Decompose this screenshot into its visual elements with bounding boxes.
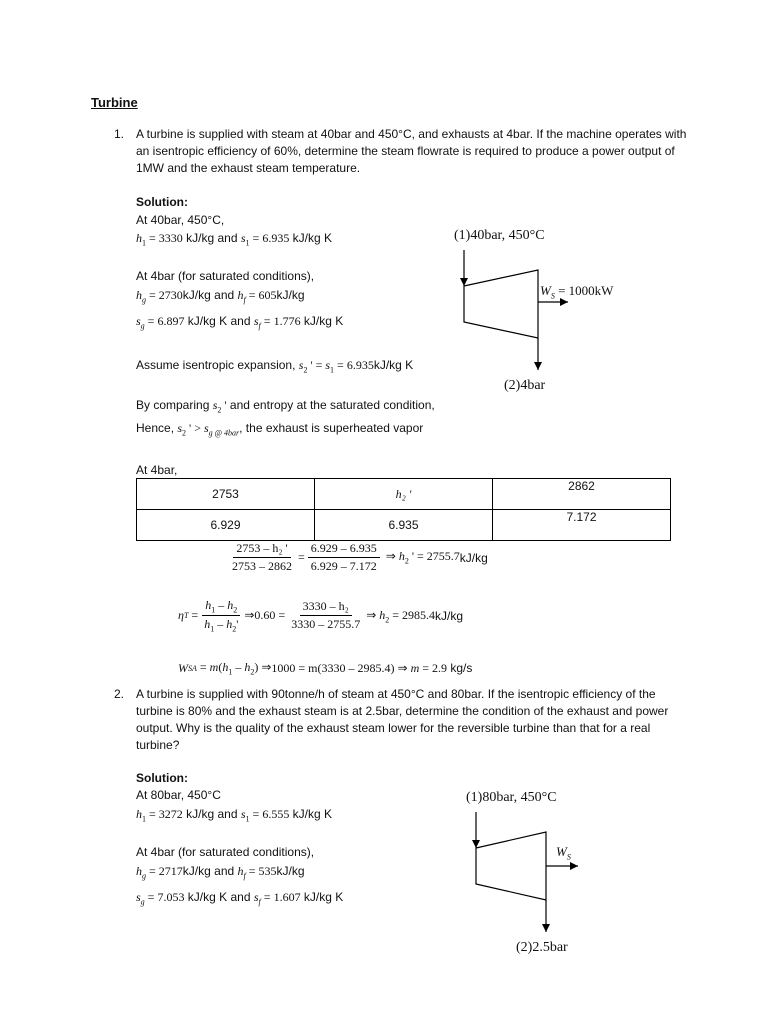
table-cell: 6.935 — [315, 510, 493, 541]
turbine-2-inlet-label: (1)80bar, 450°C — [466, 790, 557, 805]
outlet-arrowhead — [534, 362, 542, 370]
p2-sat-condition-line: At 4bar (for saturated conditions), — [136, 845, 315, 859]
problem-1-number: 1. — [114, 127, 125, 141]
sg-sf-line: $s_g = 6.897$ kJ/kg K and $s_f = 1.776$ kJ/kg K — [136, 314, 344, 331]
problem-2-text: A turbine is supplied with 90tonne/h of steam at 450°C and 80bar. If the isentropic efficiency of the turbine is 80% and the exhaust steam is at 2.5bar, determine the condition of the exhaust and power output. Why is the quality of the exhaust steam lower for the reversible turbine than that for a real turbine? — [136, 687, 669, 752]
outlet-arrowhead — [542, 924, 550, 932]
problem-1-text: A turbine is supplied with steam at 40bar and 450°C, and exhausts at 4bar. If the machine operates with an isentropic efficiency of 60%, determine the steam flowrate is required to produce a power output of 1MW and the exhaust steam temperature. — [136, 127, 687, 175]
table-cell: 6.929 — [137, 510, 315, 541]
p2-hg-hf-line: $h_g = 2717kJ/kg$ and $h_f = 535kJ/kg$ — [136, 864, 305, 881]
table-cell: 2753 — [137, 479, 315, 510]
isentropic-assumption-line: Assume isentropic expansion, $s_2$ ' = $s_1 = 6.935kJ/kg$ K — [136, 358, 414, 375]
table-cell: 2862 — [493, 479, 671, 510]
table-row — [137, 479, 671, 510]
turbine-2-diagram — [462, 810, 592, 938]
page-title: Turbine — [91, 95, 138, 110]
comparing-line: By comparing $s_2$ ' and entropy at the saturated condition, — [136, 398, 435, 415]
hg-hf-line: $h_g = 2730kJ/kg$ and $h_f = 605kJ/kg$ — [136, 288, 305, 305]
hence-line: Hence, $s_2$ ' > $s_{g @ 4bar}$, the exhaust is superheated vapor — [136, 421, 424, 438]
interpolation-table — [136, 478, 671, 541]
turbine-1-shape — [464, 270, 538, 338]
turbine-1-inlet-label: (1)40bar, 450°C — [454, 228, 545, 243]
p2-sg-sf-line: $s_g = 7.053$ kJ/kg K and $s_f = 1.607$ kJ/kg K — [136, 890, 344, 907]
problem-1-inlet-condition: At 40bar, 450°C, — [136, 213, 225, 227]
table-row — [137, 510, 671, 541]
turbine-1-diagram — [450, 248, 590, 378]
problem-2-solution-label: Solution: — [136, 771, 188, 785]
h1-s1-line: $h_1 = 3330$ kJ/kg and $s_1 = 6.935$ kJ/kg K — [136, 231, 333, 248]
sat-condition-line: At 4bar (for saturated conditions), — [136, 269, 315, 283]
work-equation: W SA = $m(h_1 - h_2)$ ⇒ 1000 = m(3330 – 2985.4) ⇒ m = 2.9 kg/s — [178, 660, 473, 677]
table-cell: h₂ ' — [315, 479, 493, 510]
turbine-1-outlet-label: (2)4bar — [504, 378, 546, 393]
at-4bar-label: At 4bar, — [136, 463, 178, 477]
problem-2-inlet-condition: At 80bar, 450°C — [136, 788, 221, 802]
turbine-2-shape — [476, 832, 546, 900]
p2-h1-s1-line: $h_1 = 3272$ kJ/kg and $s_1 = 6.555$ kJ/kg K — [136, 807, 333, 824]
efficiency-equation: η T = $\frac{h_1 - h_2}{h_1 - h_2'}$ ⇒0.60 = $\frac{\text{3330 – h₂}}{3330 - 2755.7}$ ⇒ $h_2 = 2985.4$ kJ/kg — [178, 598, 464, 634]
turbine-1-work-label: $W_S = 1000kW$ — [540, 283, 614, 301]
problem-1-solution-label: Solution: — [136, 195, 188, 209]
turbine-2-work-label: $W_S$ — [556, 844, 571, 862]
interpolation-equation: $\frac{\text{2753 – h₂ '}}{2753 - 2862}$ = $\frac{6.929 - 6.935}{6.929 - 7.172}$ ⇒ $h_2$ ' = 2755.7 kJ/kg — [232, 541, 488, 573]
table-cell: 7.172 — [493, 510, 671, 541]
turbine-2-outlet-label: (2)2.5bar — [516, 940, 568, 955]
work-arrowhead — [570, 862, 578, 870]
problem-2-number: 2. — [114, 687, 125, 701]
